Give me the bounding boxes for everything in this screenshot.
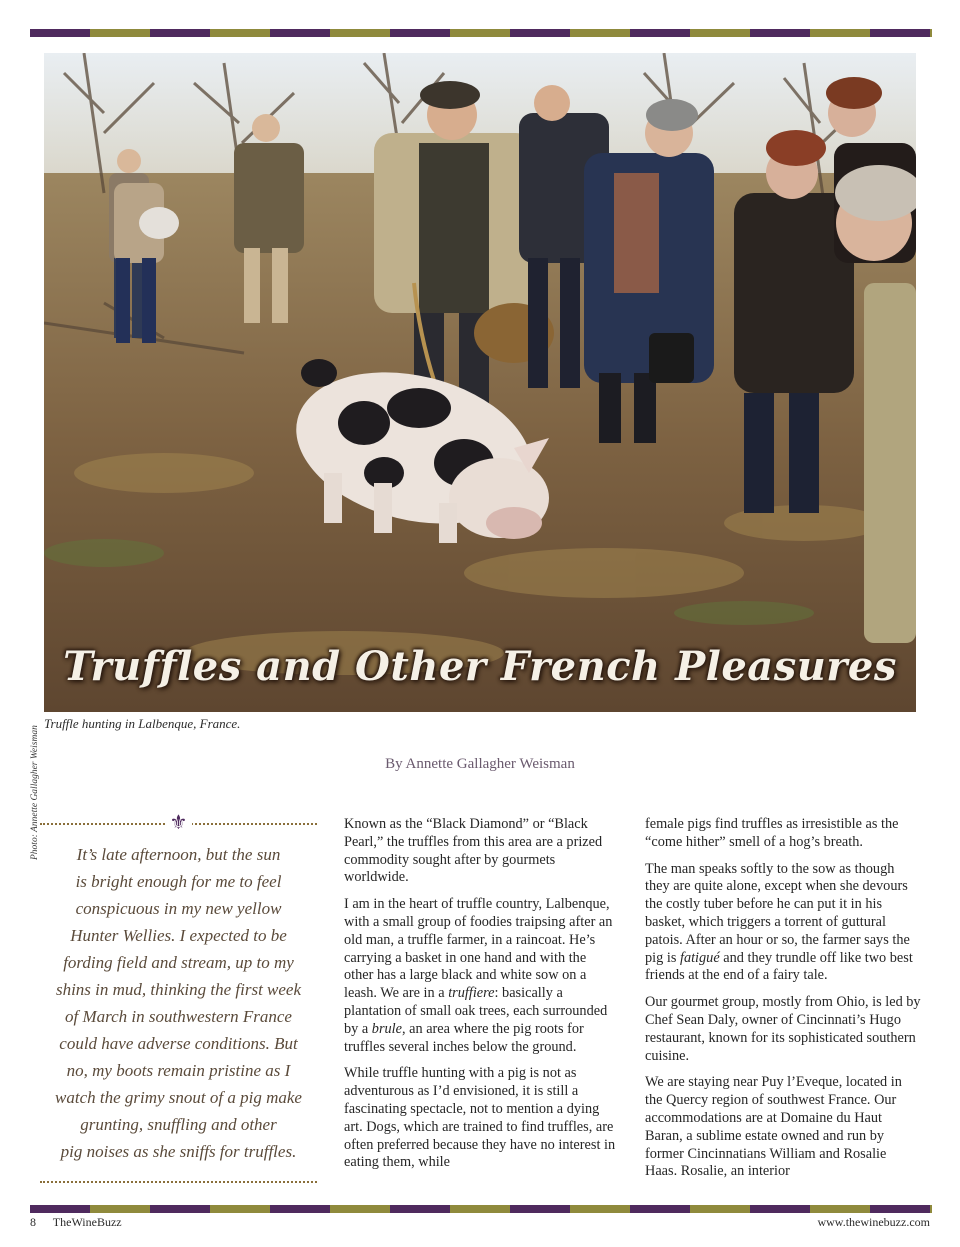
pull-quote-line: watch the grimy snout of a pig make	[55, 1088, 302, 1107]
pull-quote-line: fording field and stream, up to my	[63, 953, 294, 972]
article-paragraph: female pigs find truffles as irresistible as the “come hither” smell of a hog’s breath.	[645, 816, 899, 850]
article-paragraph: Our gourmet group, mostly from Ohio, is led by Chef Sean Daly, owner of Cincinnati’s Hugo restaurant, known for its sophisticated southern cuisine.	[645, 994, 921, 1064]
article-headline: Truffles and Other French Pleasures	[63, 643, 897, 690]
fleur-de-lis-icon: ⚜	[165, 813, 193, 833]
page-number: 8	[30, 1215, 36, 1229]
footer-url[interactable]: www.thewinebuzz.com	[817, 1215, 930, 1229]
top-decorative-stripe	[30, 29, 932, 37]
article-column-2	[344, 816, 618, 1181]
photo-credit: Photo: Annette Gallagher Weisman	[30, 725, 40, 860]
truffle-hunting-photo	[44, 53, 916, 712]
publication-name: TheWineBuzz	[52, 1215, 122, 1229]
article-paragraph: The man speaks softly to the sow as though they are quite alone, except when she devours the costly tuber before he can put it in his basket, which triggers a torrent of guttural patois. After an hour or so, the farmer says the pig is fatigué and they trundle off like two best friends at the end of a fairy tale.	[645, 860, 913, 984]
pull-quote-text	[40, 841, 317, 1165]
article-paragraph: I am in the heart of truffle country, Lalbenque, with a small group of foodies traipsing after an old man, a truffle farmer, in a raincoat. He’s carrying a basket in one hand and with the other has a large black and white sow on a leash. We are in a truffiere: basically a plantation of small oak trees, each surrounded by a brule, an area where the pig roots for truffles several inches below the ground.	[344, 896, 613, 1055]
article-paragraph: We are staying near Puy l’Eveque, located in the Quercy region of southwest France. Our accommodations are at Domaine du Haut Baran, a sublime estate owned and run by former Cincinnatians William and Rosalie Haas. Rosalie, an interior	[645, 1074, 902, 1180]
pull-quote-line: of March in southwestern France	[65, 1007, 292, 1026]
pull-quote	[40, 813, 317, 1165]
pull-quote-line: conspicuous in my new yellow	[75, 899, 282, 918]
pull-quote-bottom-rule	[40, 1181, 317, 1183]
pull-quote-line: no, my boots remain pristine as I	[66, 1061, 291, 1080]
pull-quote-line: shins in mud, thinking the first week	[55, 980, 302, 999]
byline: By Annette Gallagher Weisman	[385, 756, 575, 772]
pull-quote-line: could have adverse conditions. But	[59, 1034, 298, 1053]
article-column-3	[645, 816, 921, 1190]
pull-quote-line: pig noises as she sniffs for truffles.	[60, 1142, 297, 1161]
article-paragraph: While truffle hunting with a pig is not as adventurous as I’d envisioned, it is still a fascinating spectacle, not to mention a dying art. Dogs, which are trained to find truffles, are often preferred because they have no interest in eating them, while	[344, 1065, 616, 1171]
footer-left	[30, 1215, 122, 1230]
pull-quote-top-rule	[40, 813, 317, 833]
article-paragraph: Known as the “Black Diamond” or “Black Pearl,” the truffles from this area are a prized commodity sought after by gourmets worldwide.	[344, 816, 603, 886]
pull-quote-line: is bright enough for me to feel	[75, 872, 282, 891]
bottom-decorative-stripe	[30, 1205, 932, 1213]
pull-quote-line: grunting, snuffling and other	[80, 1115, 277, 1134]
pull-quote-line: Hunter Wellies. I expected to be	[70, 926, 287, 945]
pull-quote-line: It’s late afternoon, but the sun	[76, 845, 281, 864]
photo-caption: Truffle hunting in Lalbenque, France.	[44, 716, 241, 731]
